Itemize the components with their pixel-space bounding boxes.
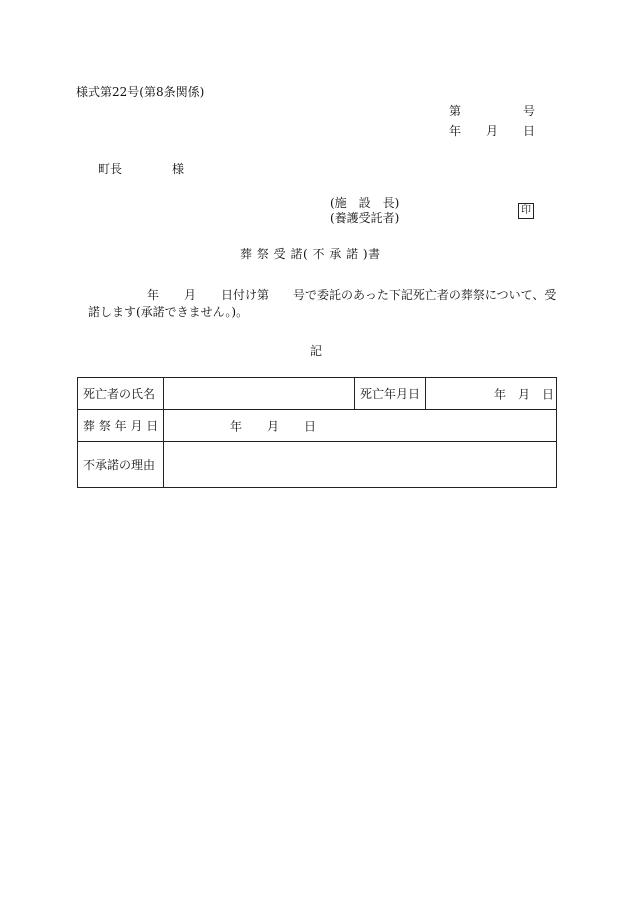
body-text-line-2: 諾します(承諾できません。)。 xyxy=(88,305,249,319)
deceased-name-label: 死亡者の氏名 xyxy=(78,378,164,410)
document-title: 葬 祭 受 諾( 不 承 諾 )書 xyxy=(240,247,381,261)
funeral-date-month: 月 xyxy=(267,419,280,433)
body-day-suffix: 日付け第 xyxy=(221,288,270,302)
ki-heading: 記 xyxy=(310,344,323,358)
death-date-day: 日 xyxy=(542,387,555,401)
death-date-field[interactable] xyxy=(426,378,557,410)
death-date-year: 年 xyxy=(494,387,507,401)
addressee-mayor: 町長 xyxy=(98,162,123,176)
number-prefix: 第 xyxy=(449,104,462,118)
seal-mark: 印 xyxy=(518,203,534,219)
date-year: 年 xyxy=(449,124,462,138)
table-row xyxy=(78,378,557,410)
date-day: 日 xyxy=(523,124,536,138)
table-row xyxy=(78,442,557,488)
sender-caretaker: (養護受託者) xyxy=(330,211,400,225)
death-date-label: 死亡年月日 xyxy=(355,378,426,410)
deceased-name-field[interactable] xyxy=(164,378,355,410)
death-date-month: 月 xyxy=(518,387,531,401)
refusal-reason-label: 不承諾の理由 xyxy=(78,442,164,488)
body-month: 月 xyxy=(184,288,197,302)
record-table xyxy=(77,377,557,488)
funeral-date-day: 日 xyxy=(304,419,317,433)
funeral-date-field[interactable] xyxy=(164,410,557,442)
body-line1-rest: 号で委託のあった下記死亡者の葬祭について、受 xyxy=(293,288,557,302)
form-number: 様式第22号(第8条関係) xyxy=(76,85,205,99)
funeral-date-label: 葬 祭 年 月 日 xyxy=(78,410,164,442)
body-year: 年 xyxy=(147,288,160,302)
number-suffix: 号 xyxy=(523,104,536,118)
refusal-reason-field[interactable] xyxy=(164,442,557,488)
funeral-date-year: 年 xyxy=(230,419,243,433)
table-row xyxy=(78,410,557,442)
addressee-honorific: 様 xyxy=(172,162,185,176)
sender-facility-head: (施 設 長) xyxy=(330,196,400,210)
date-month: 月 xyxy=(486,124,499,138)
